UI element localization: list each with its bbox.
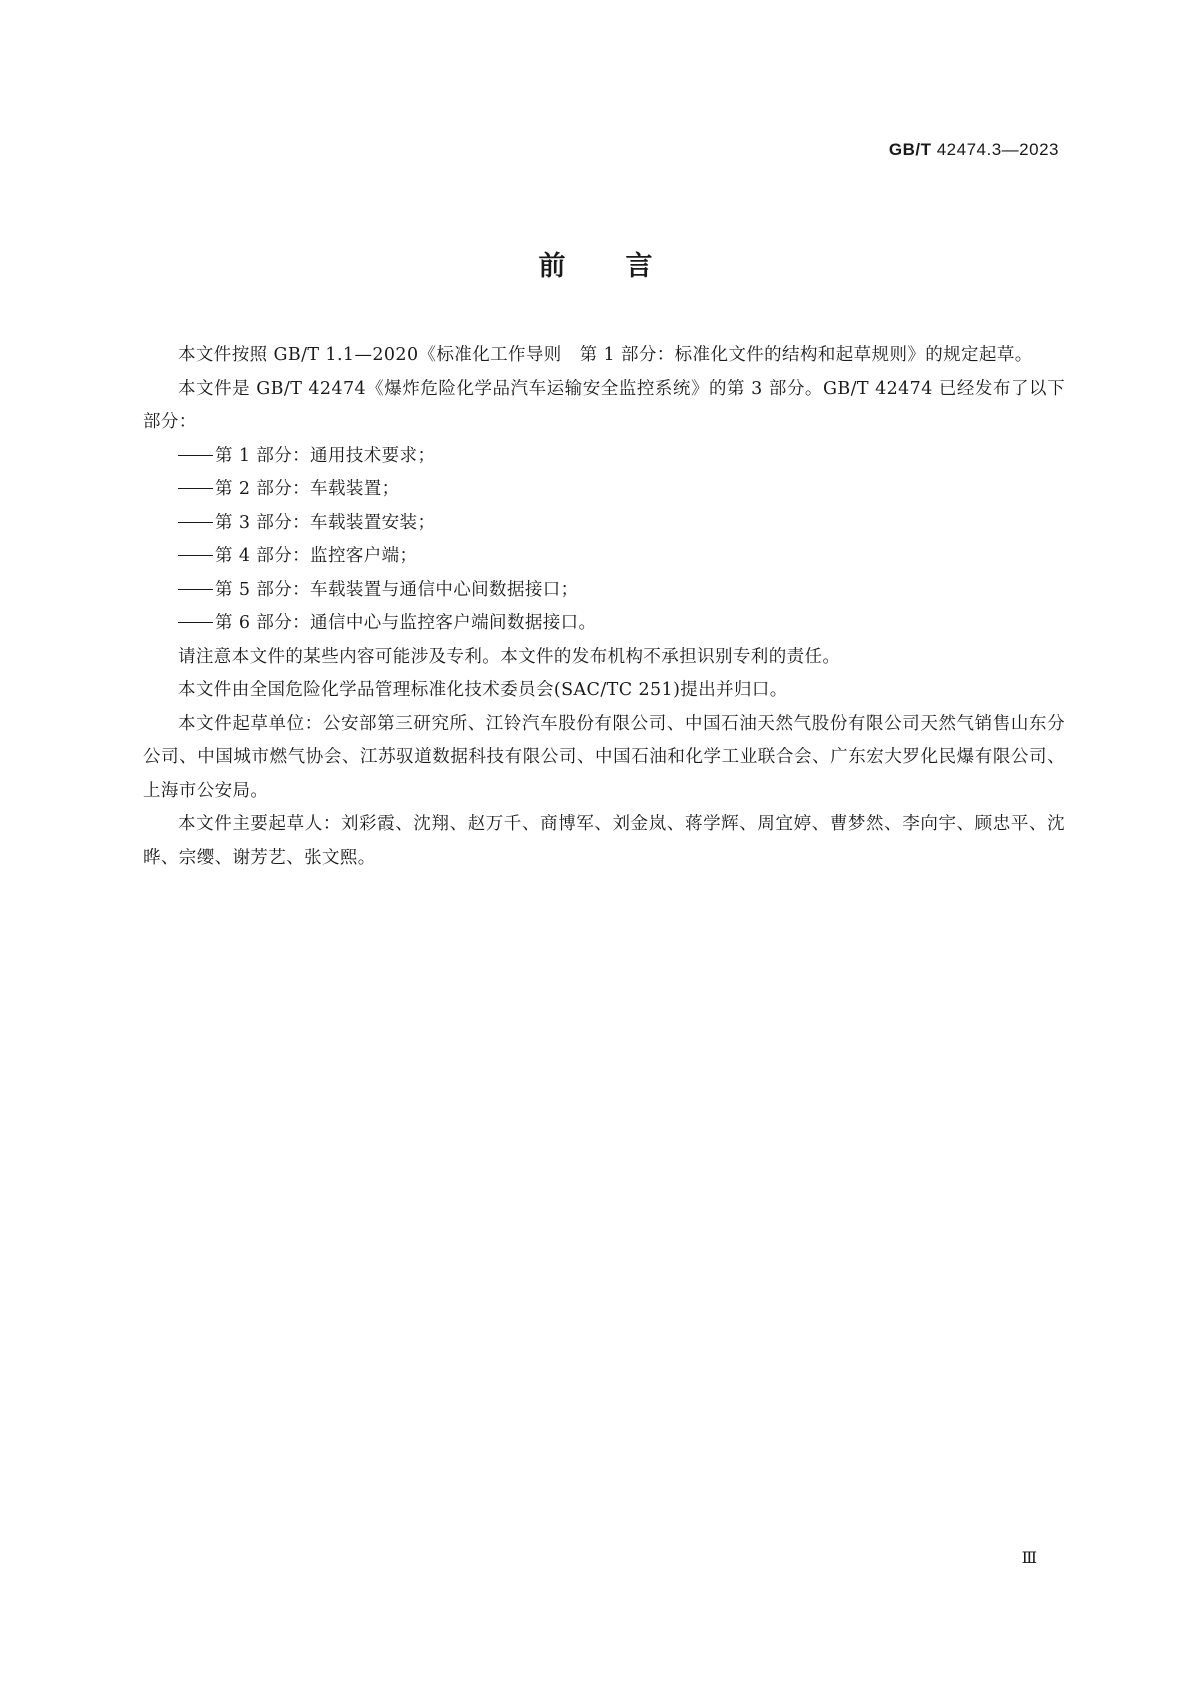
list-item: 第 4 部分：监控客户端； [143, 540, 1065, 574]
paragraph-drafting-units: 本文件起草单位：公安部第三研究所、江铃汽车股份有限公司、中国石油天然气股份有限公司天然气销售山东分公司、中国城市燃气协会、江苏驭道数据科技有限公司、中国石油和化学工业联合会、广东宏大罗化民爆有限公司、上海市公安局。 [143, 713, 1065, 801]
paragraph-series-intro: 本文件是 GB/T 42474《爆炸危险化学品汽车运输安全监控系统》的第 3 部分。GB/T 42474 已经发布了以下部分： [143, 378, 1065, 432]
list-item: 第 1 部分：通用技术要求； [143, 440, 1065, 474]
paragraph-patent-notice: 请注意本文件的某些内容可能涉及专利。本文件的发布机构不承担识别专利的责任。 [178, 646, 841, 667]
standard-code [889, 140, 1059, 160]
paragraph-drafting-rules: 本文件按照 GB/T 1.1—2020《标准化工作导则 第 1 部分：标准化文件的结构和起草规则》的规定起草。 [178, 345, 1033, 365]
list-item: 第 6 部分：通信中心与监控客户端间数据接口。 [143, 607, 1065, 641]
paragraph-drafters: 本文件主要起草人：刘彩霞、沈翔、赵万千、商博军、刘金岚、蒋学辉、周宜婷、曹梦然、李向宇、顾忠平、沈晔、宗缨、谢芳艺、张文熙。 [143, 814, 1065, 868]
standard-number: 42474.3—2023 [936, 140, 1059, 159]
dash-mark [178, 589, 213, 590]
standard-prefix: GB/T [888, 140, 932, 159]
dash-mark [178, 522, 213, 523]
list-item: 第 5 部分：车载装置与通信中心间数据接口； [143, 574, 1065, 608]
page-number: Ⅲ [1021, 1548, 1037, 1567]
dash-mark [178, 488, 213, 489]
section-title: 前言 [538, 251, 713, 282]
list-item: 第 2 部分：车载装置； [143, 473, 1065, 507]
foreword-body [143, 339, 1065, 875]
paragraph-proposer: 本文件由全国危险化学品管理标准化技术委员会(SAC/TC 251)提出并归口。 [178, 680, 788, 700]
dash-mark [178, 555, 213, 556]
list-item: 第 3 部分：车载装置安装； [143, 507, 1065, 541]
parts-list [143, 440, 1065, 641]
dash-mark [178, 455, 213, 456]
dash-mark [178, 622, 213, 623]
